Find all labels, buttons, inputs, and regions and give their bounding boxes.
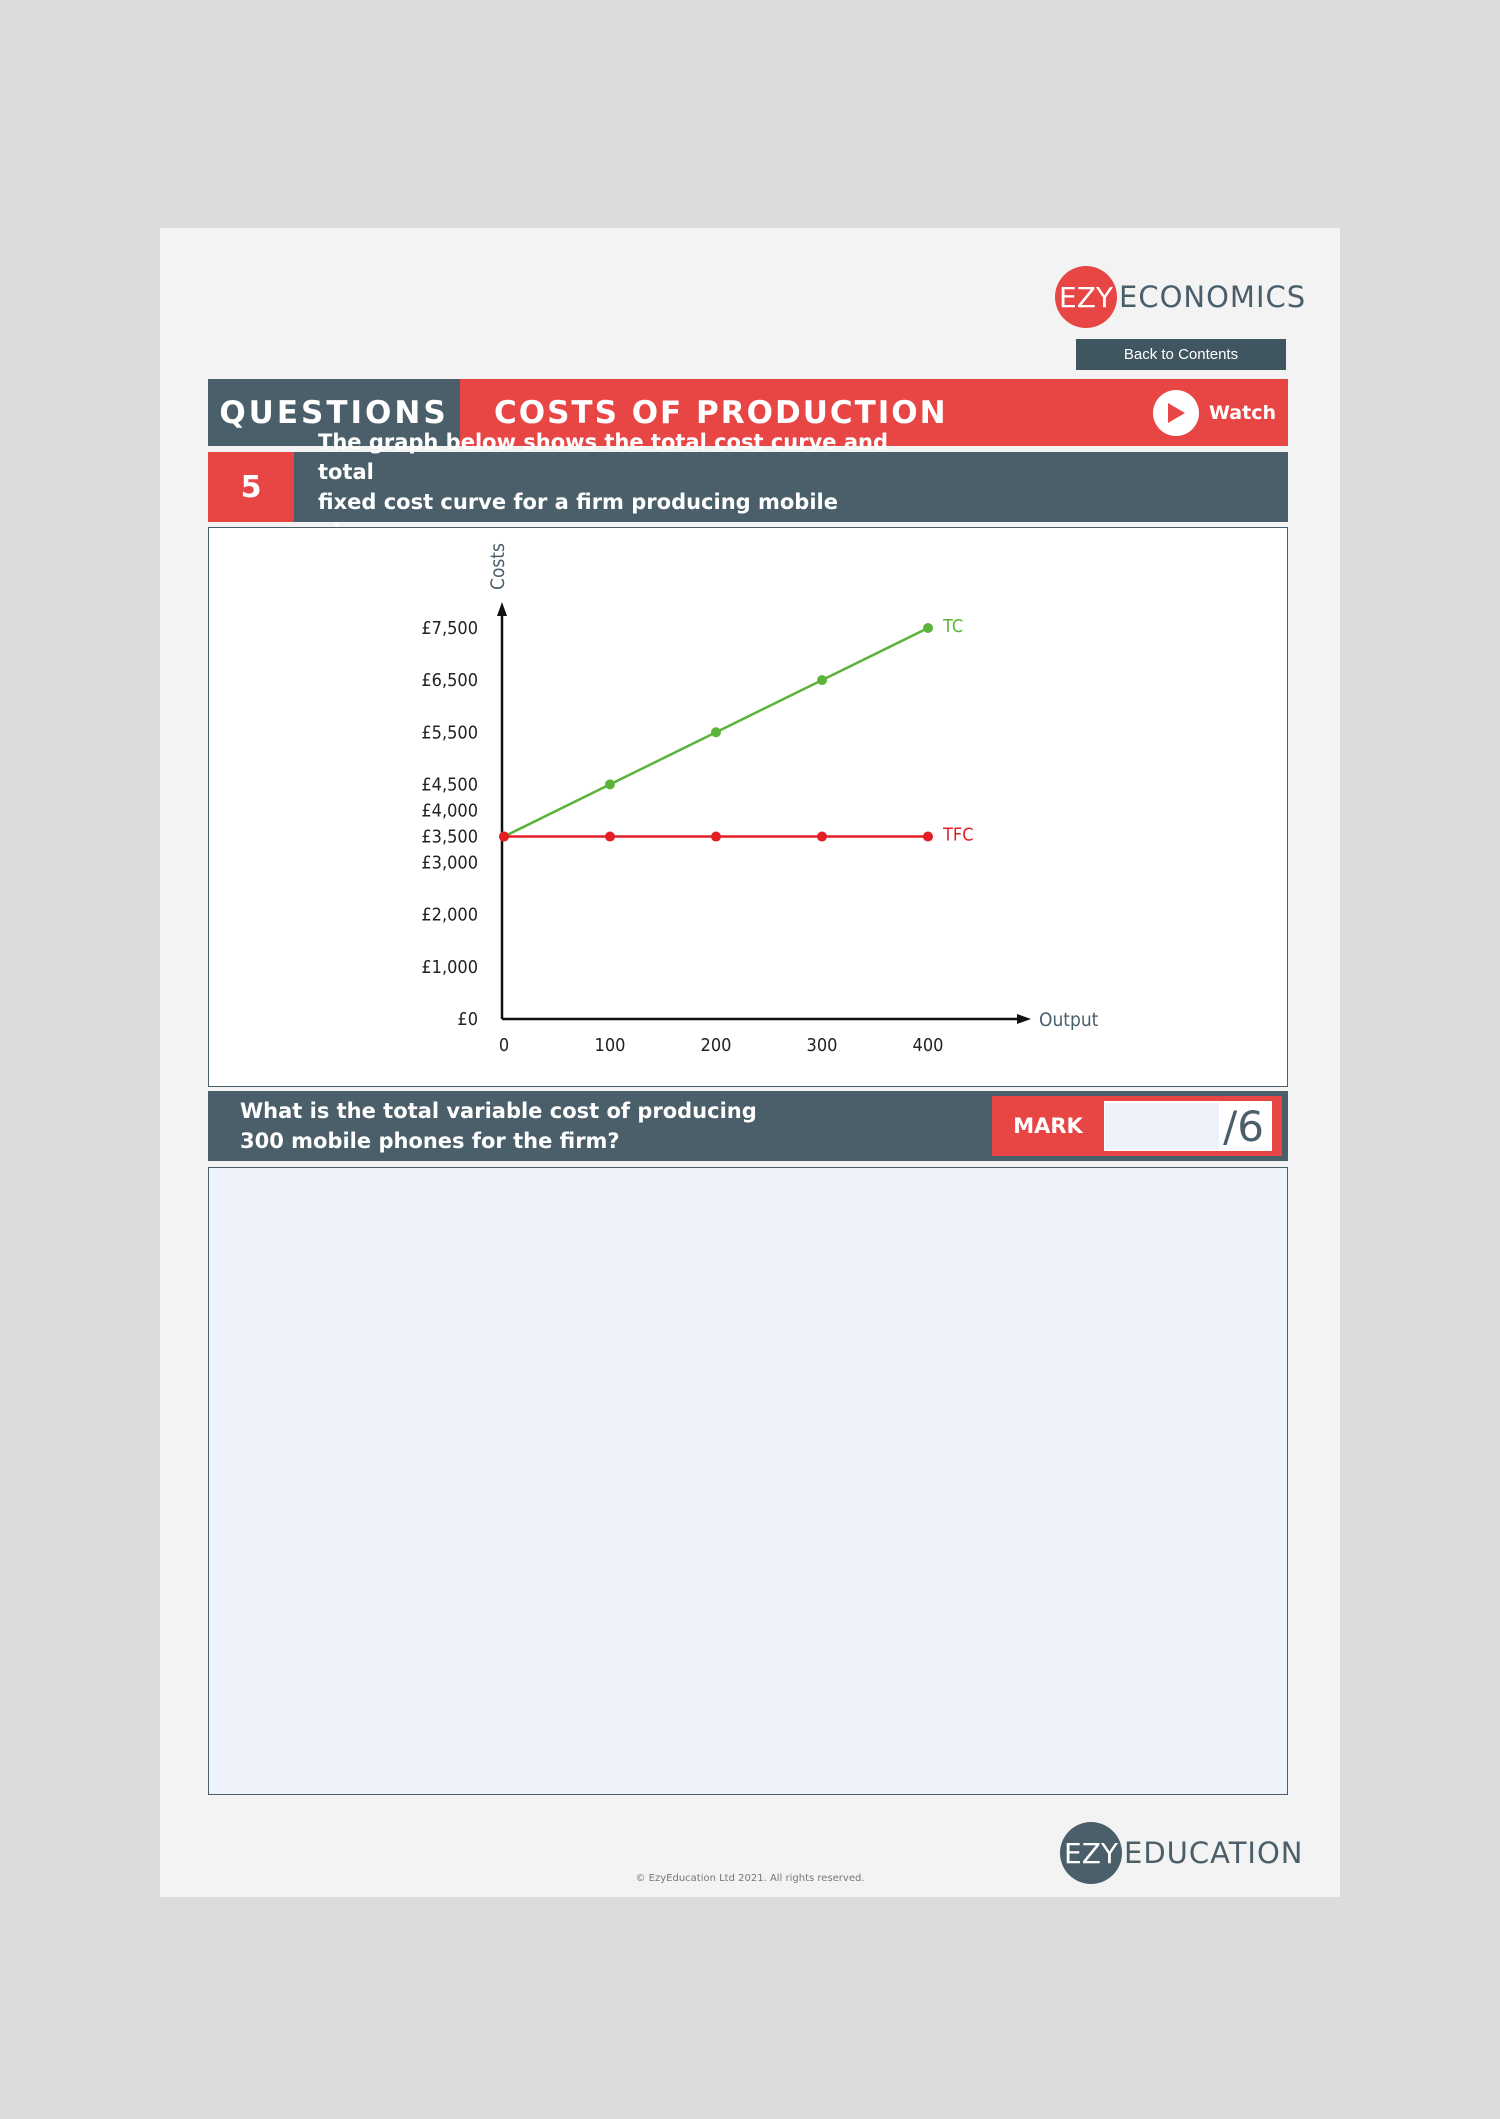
mark-label: MARK [1013,1114,1083,1138]
data-point-tfc [499,832,509,842]
answer-area[interactable] [208,1167,1288,1795]
y-tick-label: £4,500 [421,774,478,796]
x-tick-label: 200 [700,1035,732,1056]
logo-word: EDUCATION [1124,1836,1304,1870]
x-tick-label: 0 [498,1035,510,1056]
question-text-line2: fixed cost curve for a firm producing mobile [318,490,838,514]
cost-curve-chart [209,528,1287,1086]
copyright-text: © EzyEducation Ltd 2021. All rights reserved. [635,1873,865,1884]
back-to-contents-button[interactable]: Back to Contents [1076,339,1286,370]
sub-question-text [240,1091,760,1161]
logo-circle: EZY [1060,1822,1122,1884]
section-label: QUESTIONS [208,379,460,446]
logo-circle: EZY [1055,266,1117,328]
data-point-tfc [605,832,615,842]
data-point-tc [711,727,721,737]
page-title-text: COSTS OF PRODUCTION [494,394,948,431]
y-tick-label: £5,500 [421,722,478,744]
watch-label: Watch [1209,402,1276,424]
ezy-economics-logo [1055,266,1306,328]
y-axis-arrow [497,602,507,616]
data-point-tc [817,675,827,685]
question-text-line1: The graph below shows the total cost curve and total [318,430,888,484]
play-icon [1153,390,1199,436]
y-tick-label: £0 [457,1009,478,1030]
x-tick-label: 100 [594,1035,626,1056]
logo-word: ECONOMICS [1119,280,1307,314]
data-point-tc [923,623,933,633]
y-tick-label: £1,000 [421,956,478,978]
data-point-tfc [817,832,827,842]
data-point-tfc [711,832,721,842]
watch-button[interactable] [1153,390,1276,436]
y-axis-label: Costs [487,543,509,590]
sub-question-line2: 300 mobile phones for the firm? [240,1129,620,1153]
y-tick-label: £7,500 [421,618,478,639]
mark-box [992,1096,1282,1156]
question-text [294,430,938,522]
series-label-tfc: TFC [943,824,974,846]
y-tick-label: £4,000 [421,800,478,822]
sub-question-line1: What is the total variable cost of producing [240,1099,757,1123]
x-tick-label: 300 [806,1035,838,1056]
x-axis-label: Output [1039,1009,1099,1031]
series-label-tc: TC [943,616,964,637]
mark-denominator: /6 [1223,1101,1264,1151]
x-tick-label: 400 [912,1035,944,1056]
x-axis-arrow [1017,1014,1031,1024]
question-number: 5 [208,452,294,522]
y-tick-label: £2,000 [421,904,478,926]
graph-panel [208,527,1288,1087]
y-tick-label: £6,500 [421,670,478,692]
y-tick-label: £3,000 [421,852,478,874]
y-tick-label: £3,500 [421,826,478,848]
data-point-tfc [923,832,933,842]
mark-field [1104,1101,1272,1151]
mark-input[interactable] [1105,1103,1219,1149]
worksheet-page [160,228,1340,1897]
question-row [208,430,1288,522]
data-point-tc [605,779,615,789]
sub-question-row [208,1091,1288,1161]
